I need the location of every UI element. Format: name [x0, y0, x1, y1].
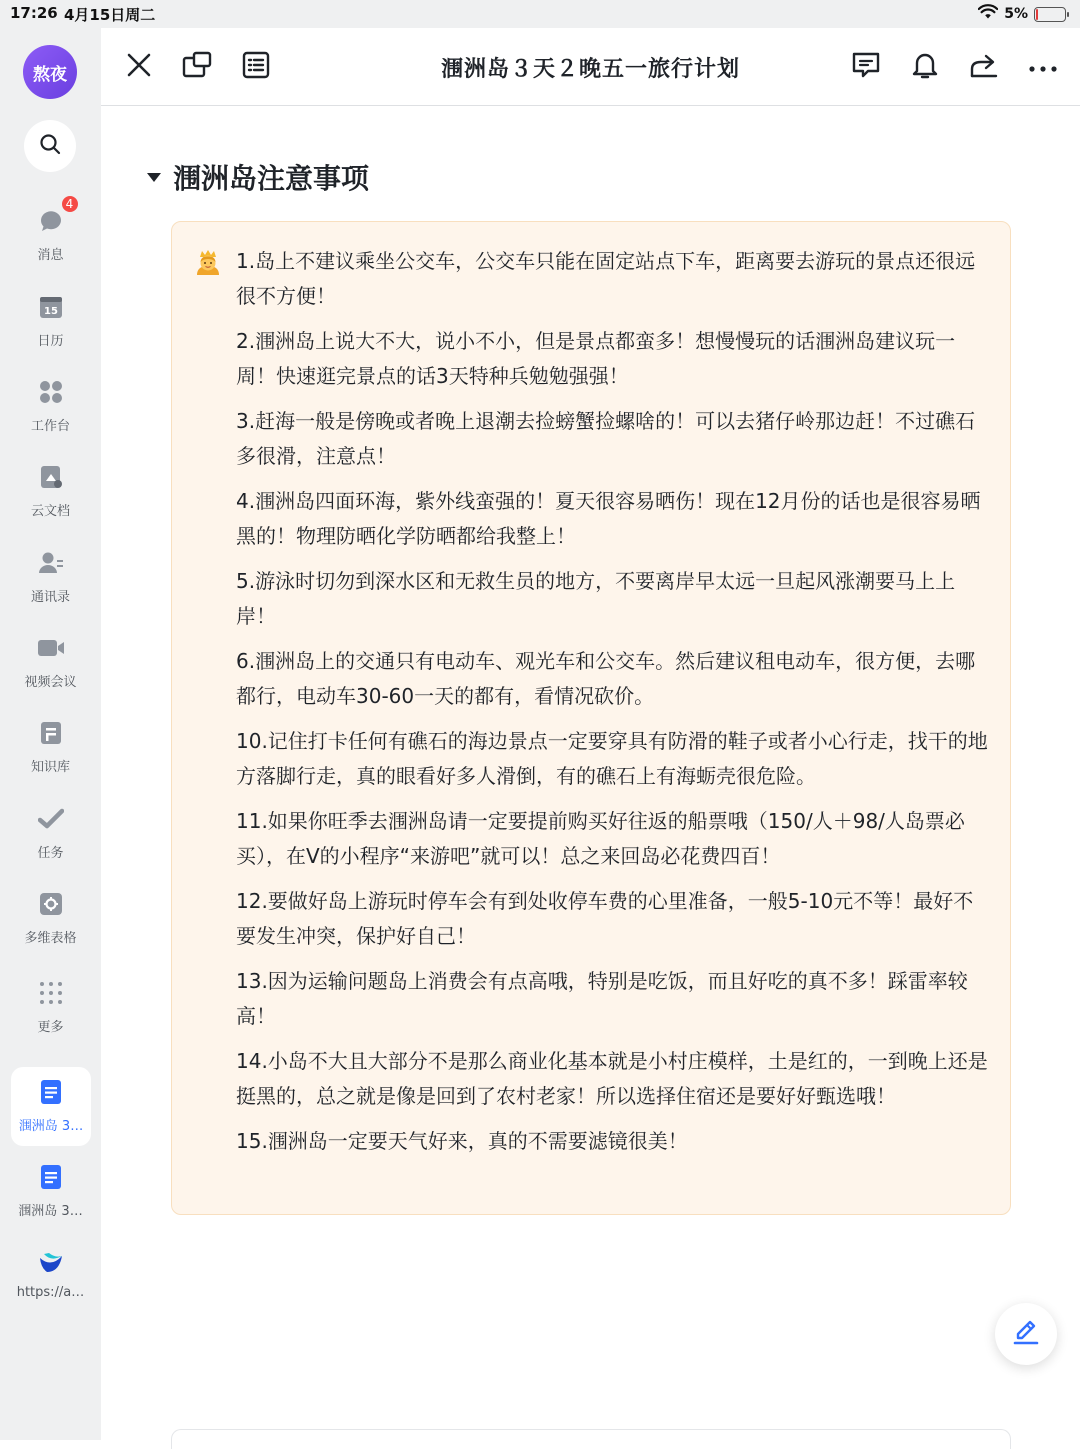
sidebar-item-knowledge-base[interactable] [0, 718, 101, 775]
note-item: 2.涠洲岛上说大不大，说小不小，但是景点都蛮多！想慢慢玩的话涠洲岛建议玩一周！快速逛完景点的话3天特种兵勉勉强强！ [236, 329, 956, 388]
note-item: 10.记住打卡任何有礁石的海边景点一定要穿具有防滑的鞋子或者小心行走，找干的地方落脚行走，真的眼看好多人滑倒，有的礁石上有海蛎壳很危险。 [236, 729, 988, 788]
note-item: 15.涠洲岛一定要天气好来，真的不需要滤镜很美！ [236, 1129, 688, 1153]
status-right [978, 4, 1066, 24]
message-icon [36, 197, 74, 236]
notes-list [236, 244, 992, 1159]
calendar-icon [36, 292, 66, 322]
doc-toolbar [101, 28, 1080, 106]
recent-doc-label: 涠洲岛 3… [18, 1204, 83, 1219]
note-item: 11.如果你旺季去涠洲岛请一定要提前购买好往返的船票哦（150/人＋98/人岛票必买），在V的小程序“来游吧”就可以！总之来回岛必花费四百！ [236, 809, 965, 868]
note-item: 6.涠洲岛上的交通只有电动车、观光车和公交车。然后建议租电动车，很方便，去哪都行，电动车30-60一天的都有，看情况砍价。 [236, 649, 976, 708]
link-app-icon [36, 1247, 66, 1277]
status-date: 4月15日周二 [64, 6, 156, 24]
sidebar-item-tasks[interactable] [0, 804, 101, 861]
princess-emoji-icon [194, 248, 222, 276]
doc-icon [36, 1162, 66, 1192]
note-item: 3.赶海一般是傍晚或者晚上退潮去捡螃蟹捡螺啥的！可以去猪仔岭那边赶！不过礁石多很滑，注意点！ [236, 409, 976, 468]
avatar[interactable]: 熬夜 [23, 45, 77, 99]
recent-link-label: https://a… [16, 1285, 85, 1300]
wifi-icon [978, 4, 998, 24]
knowledge-base-icon [36, 718, 66, 748]
section-heading[interactable] [147, 157, 369, 197]
status-time: 17:26 [10, 4, 58, 22]
bell-icon [911, 50, 939, 84]
callout-block [171, 221, 1011, 1215]
sidebar-item-video-meeting[interactable] [0, 633, 101, 690]
video-meeting-icon [36, 633, 66, 663]
sidebar-item-label: 云文档 [30, 504, 70, 519]
sidebar-item-label: 通讯录 [30, 590, 70, 605]
pencil-icon [1011, 1317, 1041, 1351]
doc-content [101, 107, 1080, 1440]
sidebar-item-contacts[interactable] [0, 548, 101, 605]
note-item: 12.要做好岛上游玩时停车会有到处收停车费的心里准备，一般5-10元不等！最好不要发生冲突，保护好自己！ [236, 889, 974, 948]
collapse-caret-icon[interactable] [147, 173, 161, 182]
edit-button[interactable] [995, 1303, 1057, 1365]
sidebar-item-more[interactable] [0, 978, 101, 1035]
sidebar-item-cloud-docs[interactable] [0, 462, 101, 519]
doc-title: 涠洲岛３天２晚五一旅行计划 [440, 57, 740, 82]
sidebar-item-label: 知识库 [30, 760, 70, 775]
doc-icon [36, 1077, 66, 1107]
note-item: 4.涠洲岛四面环海，紫外线蛮强的！夏天很容易晒伤！现在12月份的话也是很容易晒黑的！物理防晒化学防晒都给我整上！ [236, 489, 981, 548]
battery-icon [1034, 7, 1066, 22]
sidebar-item-label: 任务 [37, 846, 64, 861]
sidebar-item-messages[interactable] [0, 197, 101, 263]
sidebar-item-label: 视频会议 [24, 675, 77, 690]
sidebar-item-label: 工作台 [30, 419, 70, 434]
workbench-icon [36, 377, 66, 407]
share-icon [969, 51, 999, 83]
sidebar-item-workbench[interactable] [0, 377, 101, 434]
more-horizontal-icon [1028, 58, 1058, 77]
contacts-icon [36, 548, 66, 578]
sidebar-item-calendar[interactable] [0, 292, 101, 349]
sidebar-item-base[interactable] [0, 889, 101, 946]
note-item: 1.岛上不建议乘坐公交车，公交车只能在固定站点下车，距离要去游玩的景点还很远很不方便！ [236, 249, 976, 308]
unread-badge: 4 [60, 194, 80, 214]
recent-doc-tab-active[interactable] [11, 1067, 91, 1146]
sidebar-item-label: 更多 [37, 1020, 64, 1035]
note-item: 14.小岛不大且大部分不是那么商业化基本就是小村庄模样，土是红的，一到晚上还是挺黑的，总之就是像是回到了农村老家！所以选择住宿还是要好好甄选哦！ [236, 1049, 988, 1108]
status-bar [0, 0, 1080, 28]
search-button[interactable] [24, 120, 76, 172]
note-item: 5.游泳时切勿到深水区和无救生员的地方，不要离岸早太远一旦起风涨潮要马上上岸！ [236, 569, 956, 628]
heading-text: 涠洲岛注意事项 [173, 162, 370, 195]
note-item: 13.因为运输问题岛上消费会有点高哦，特别是吃饭，而且好吃的真不多！踩雷率较高！ [236, 969, 968, 1028]
notifications-button[interactable] [908, 50, 942, 84]
recent-doc-tab[interactable] [0, 1162, 101, 1219]
sidebar-item-label: 消息 [37, 248, 64, 263]
cloud-doc-icon [36, 462, 66, 492]
next-content-block [171, 1429, 1011, 1449]
base-table-icon [36, 889, 66, 919]
share-button[interactable] [967, 50, 1001, 84]
comment-icon [851, 51, 881, 83]
sidebar [0, 28, 101, 1440]
calendar-day-number: 15 [43, 306, 58, 317]
battery-level [1036, 9, 1038, 20]
sidebar-item-label: 日历 [37, 334, 64, 349]
search-icon [38, 132, 62, 160]
task-icon [36, 804, 66, 834]
sidebar-item-label: 多维表格 [24, 931, 77, 946]
comments-button[interactable] [849, 50, 883, 84]
more-options-button[interactable] [1026, 50, 1060, 84]
recent-link-tab[interactable] [0, 1247, 101, 1300]
more-apps-icon [36, 978, 66, 1008]
recent-doc-label: 涠洲岛 3… [18, 1119, 84, 1134]
battery-percent: 5% [1004, 6, 1028, 22]
